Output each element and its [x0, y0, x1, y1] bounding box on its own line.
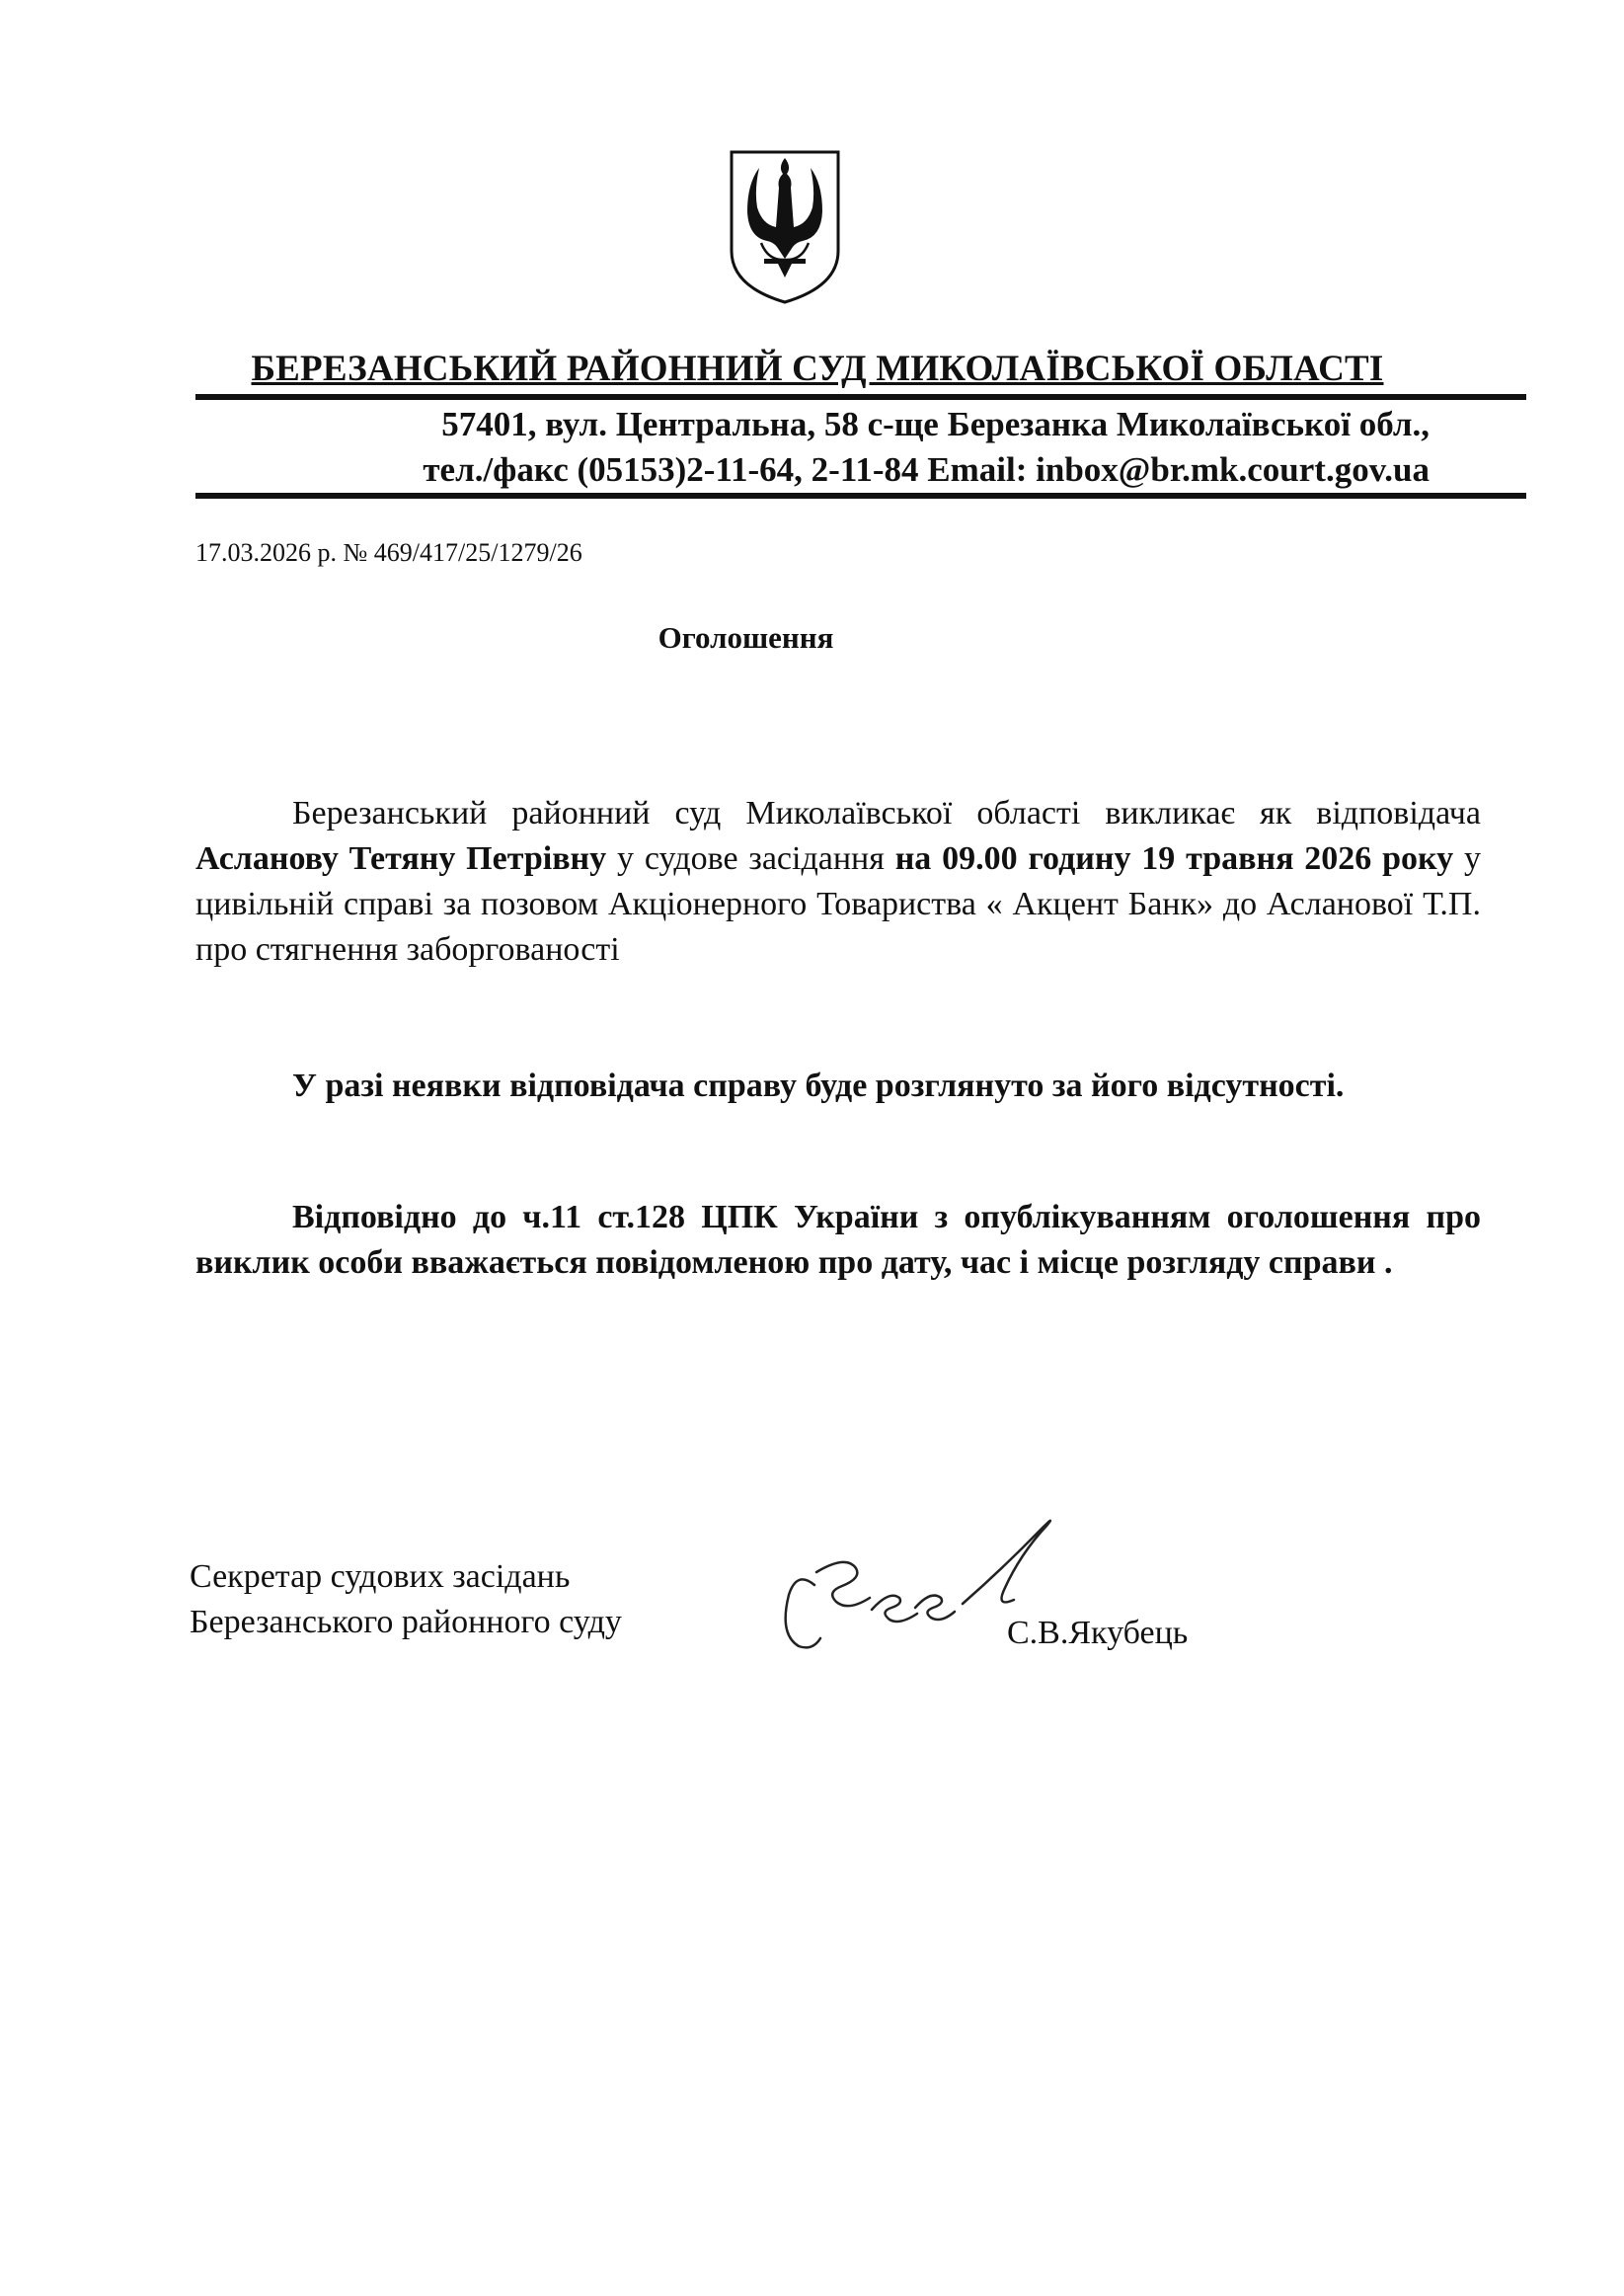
- document-reference: 17.03.2026 р. № 469/417/25/1279/26: [195, 538, 582, 567]
- hearing-datetime: на 09.00 годину 19 травня 2026 року: [894, 840, 1454, 877]
- signer-position-line: Секретар судових засідань: [190, 1558, 571, 1595]
- court-contacts: тел./факс (05153)2-11-64, 2-11-84 Email: inbox@br.mk.court.gov.ua: [423, 450, 1430, 489]
- signer-position: [190, 1554, 622, 1645]
- paragraph-text: у цивільній справі за позовом Акціонерного Товариства « Акцент Банк» до Асланової Т.П. про стягнення заборгованості: [195, 840, 1481, 968]
- document-title: Оголошення: [657, 620, 834, 655]
- absence-notice-text: У разі неявки відповідача справу буде розглянуто за його відсутності.: [292, 1068, 1345, 1104]
- paragraph-text: Березанський районний суд Миколаївської області викликає як відповідача: [292, 795, 1481, 831]
- signer-name: С.В.Якубець: [1007, 1615, 1189, 1651]
- header-divider-top: [195, 394, 1526, 400]
- legal-basis-text: Відповідно до ч.11 ст.128 ЦПК України з опублікуванням оголошення про виклик особи вважається повідомленою про дату, час і місце розгляду справи .: [195, 1199, 1481, 1281]
- ukraine-trident-emblem-icon: [728, 148, 842, 306]
- signer-position-line: Березанського районного суду: [190, 1604, 622, 1640]
- court-name: БЕРЕЗАНСЬКИЙ РАЙОННИЙ СУД МИКОЛАЇВСЬКОЇ ОБЛАСТІ: [251, 349, 1384, 389]
- legal-basis-notice: [195, 1195, 1481, 1286]
- header-divider-bottom: [195, 493, 1526, 499]
- announcement-paragraph: [195, 791, 1481, 973]
- absence-notice: [195, 1064, 1481, 1109]
- paragraph-text: у судове засідання: [606, 840, 895, 877]
- court-address: 57401, вул. Центральна, 58 с-ще Березанка Миколаївської обл.,: [441, 405, 1430, 443]
- defendant-name: Асланову Тетяну Петрівну: [195, 840, 607, 877]
